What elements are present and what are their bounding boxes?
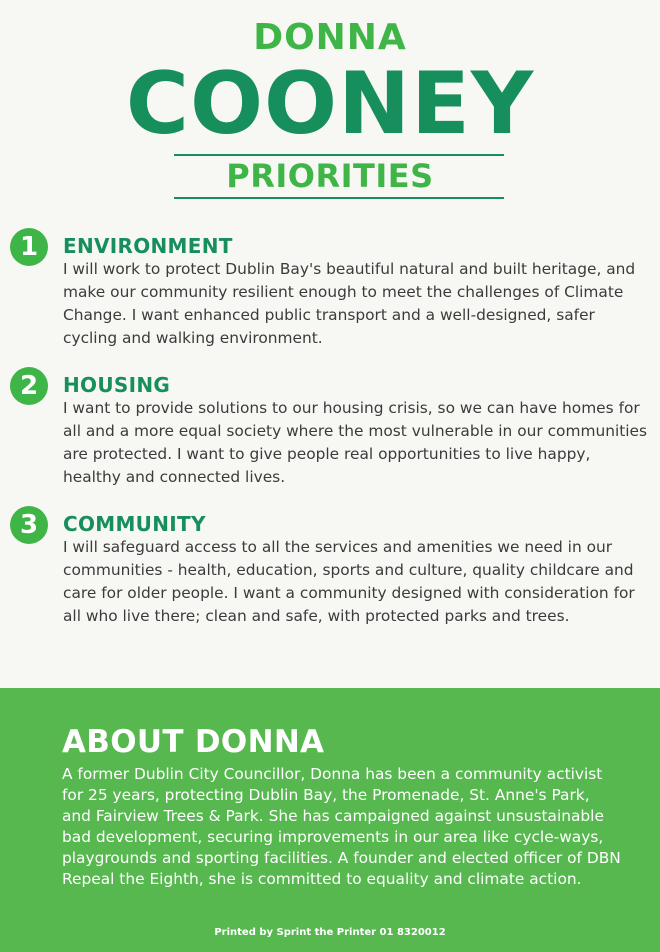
number-badge: 2 [10, 367, 48, 405]
about-body: A former Dublin City Councillor, Donna has been a community activist for 25 years, protecting Dublin Bay, the Promenade, St. Anne's Park, and Fairview Trees & Park. She has campaigned against unsustainable bad development, securing improvements in our area like cycle-ways, playgrounds and sporting facilities. A founder and elected officer of DBN Repeal the Eighth, she is committed to equality and climate action. [62, 765, 621, 888]
number-badge: 3 [10, 506, 48, 544]
priorities-title: PRIORITIES [226, 157, 434, 195]
priority-heading: ENVIRONMENT [63, 234, 233, 258]
priority-body: I will safeguard access to all the services and amenities we need in our communities - health, education, sports and culture, quality childcare and care for older people. I want a community designed with consideration for all who live there; clean and safe, with protected parks and trees. [63, 538, 635, 625]
priority-heading: HOUSING [63, 373, 171, 397]
printer-credit: Printed by Sprint the Printer 01 8320012 [214, 927, 446, 938]
priority-body: I want to provide solutions to our housing crisis, so we can have homes for all and a more equal society where the most vulnerable in our communities are protected. I want to give people real opportunities to live happy, healthy and connected lives. [63, 399, 648, 486]
candidate-first-name: DONNA [253, 17, 407, 58]
number-badge: 1 [10, 228, 48, 266]
title-rule-bottom [174, 197, 504, 199]
priority-heading: COMMUNITY [63, 512, 206, 536]
priority-body: I will work to protect Dublin Bay's beautiful natural and built heritage, and make our community resilient enough to meet the challenges of Climate Change. I want enhanced public transport and a well-designed, safer cycling and walking environment. [63, 260, 636, 347]
title-rule-top [174, 154, 504, 156]
about-title: ABOUT DONNA [62, 724, 325, 760]
about-panel [0, 688, 660, 952]
candidate-last-name: COONEY [125, 54, 535, 154]
